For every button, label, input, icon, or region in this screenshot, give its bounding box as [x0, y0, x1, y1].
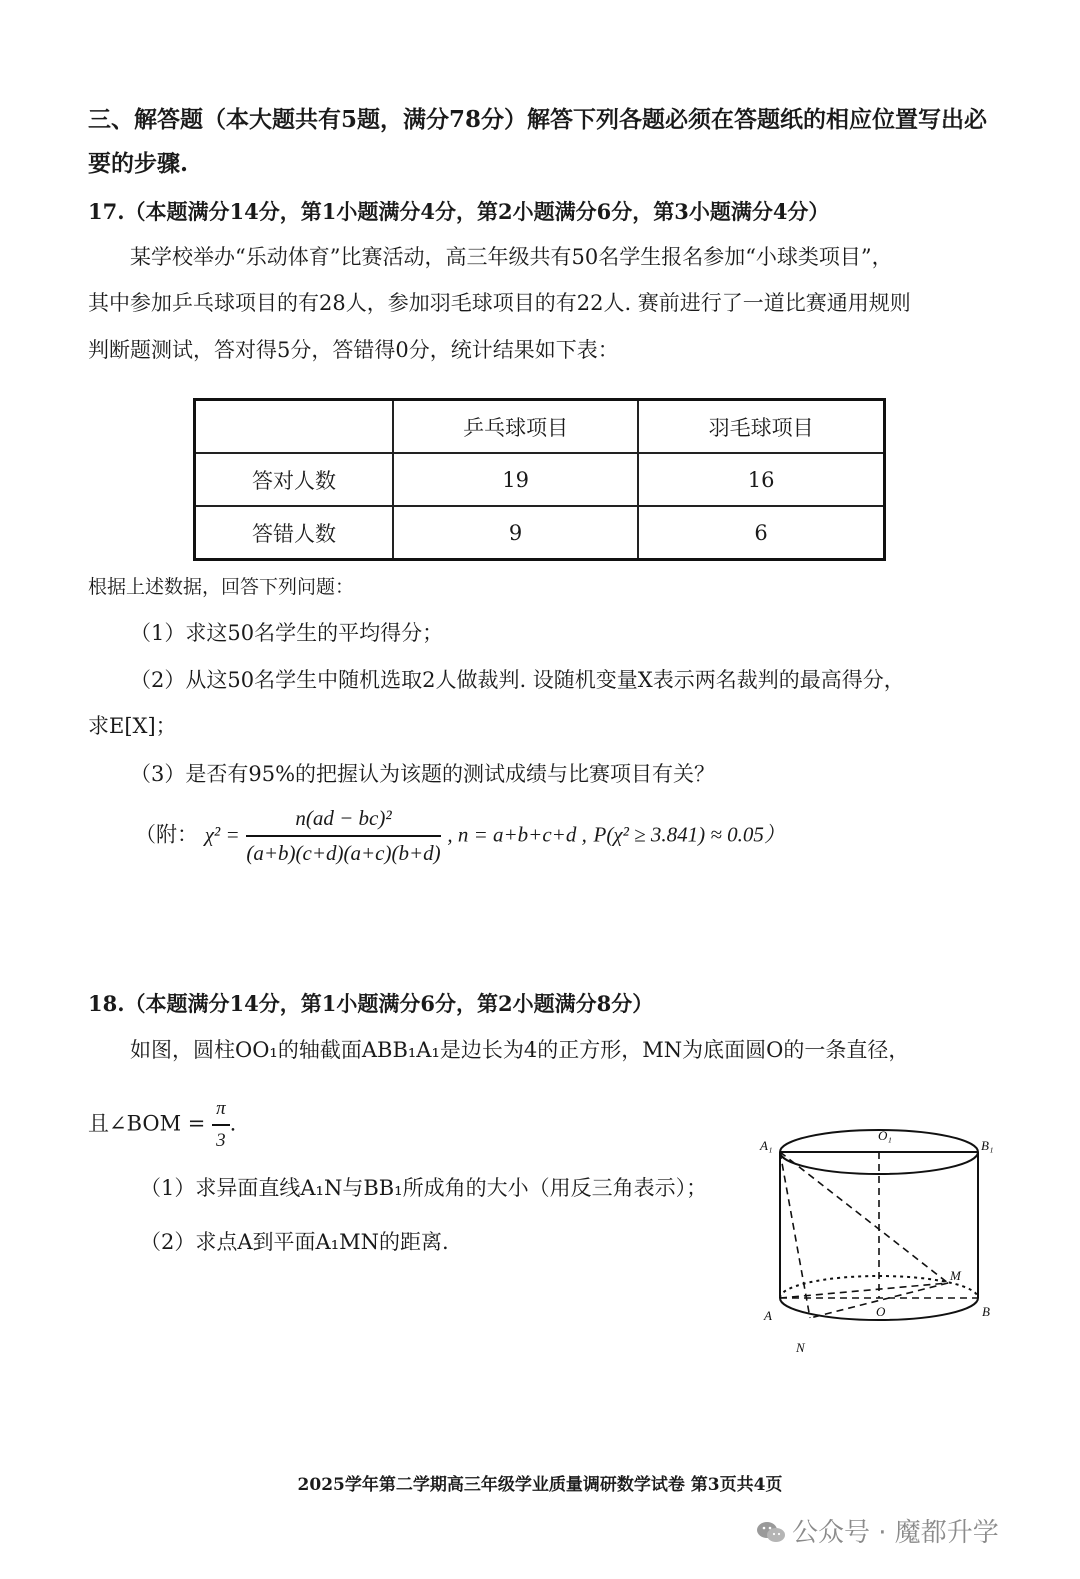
- q17-part2-line1: （2）从这50名学生中随机选取2人做裁判. 设随机变量X表示两名裁判的最高得分，: [130, 668, 905, 692]
- q18-part1: （1）求异面直线A₁N与BB₁所成角的大小（用反三角表示）；: [140, 1176, 708, 1200]
- q17-intro-line3: 判断题测试，答对得5分，答错得0分，统计结果如下表：: [88, 338, 619, 362]
- formula-prob: P(χ² ≥ 3.841) ≈ 0.05）: [593, 822, 785, 847]
- formula-numerator: n(ad − bc)²: [246, 806, 440, 837]
- segment-a-m: [780, 1283, 948, 1298]
- q17-header: 17.（本题满分14分，第1小题满分4分，第2小题满分6分，第3小题满分4分）: [88, 199, 830, 224]
- label-o: O: [876, 1304, 886, 1319]
- stats-table: [193, 398, 886, 561]
- q17-prompt: 根据上述数据，回答下列问题：: [88, 576, 355, 598]
- formula-denominator: (a+b)(c+d)(a+c)(b+d): [246, 841, 441, 865]
- table-header-badminton: 羽毛球项目: [638, 400, 884, 454]
- formula-prefix: （附：: [135, 822, 198, 847]
- q17-intro-line2: 其中参加乒乓球项目的有28人，参加羽毛球项目的有22人. 赛前进行了一道比赛通用规则: [88, 291, 911, 315]
- watermark: [756, 1512, 999, 1549]
- q18-header: 18.（本题满分14分，第1小题满分6分，第2小题满分8分）: [88, 991, 654, 1016]
- q17-intro-line1: 某学校举办“乐动体育”比赛活动，高三年级共有50名学生报名参加“小球类项目”，: [130, 245, 893, 269]
- section-title: 三、解答题（本大题共有5题，满分78分）解答下列各题必须在答题纸的相应位置写出必要的步骤.: [88, 106, 988, 177]
- table-row-label: 答错人数: [195, 506, 394, 560]
- wechat-icon: [756, 1520, 786, 1544]
- table-row-label: 答对人数: [195, 453, 394, 506]
- q17-part3: （3）是否有95%的把握认为该题的测试成绩与比赛项目有关？: [130, 762, 716, 786]
- formula-fraction: [246, 806, 440, 866]
- q18-part2: （2）求点A到平面A₁MN的距离.: [140, 1230, 449, 1254]
- q18-intro-line1: 如图，圆柱OO₁的轴截面ABB₁A₁是边长为4的正方形，MN为底面圆O的一条直径，: [130, 1038, 910, 1062]
- angle-fraction: [212, 1098, 230, 1152]
- q17-part1: （1）求这50名学生的平均得分；: [130, 621, 444, 645]
- label-a: A: [764, 1308, 772, 1323]
- chi-square-formula: [135, 806, 785, 866]
- label-b1: B₁: [981, 1138, 994, 1153]
- table-header-row: [195, 400, 885, 454]
- cylinder-figure: [750, 1120, 1000, 1360]
- table-cell: 19: [393, 453, 638, 506]
- formula-n-def: , n = a+b+c+d ,: [447, 822, 587, 847]
- label-o1: O₁: [878, 1128, 892, 1143]
- label-m: M: [950, 1268, 961, 1283]
- formula-chi2: χ² =: [204, 822, 240, 847]
- angle-frac-den: 3: [216, 1130, 226, 1151]
- table-header-pingpong: 乒乓球项目: [393, 400, 638, 454]
- segment-a1-n: [780, 1152, 810, 1318]
- table-cell: 6: [638, 506, 884, 560]
- label-a1: A₁: [760, 1138, 773, 1153]
- q17-part2-line2: 求E[X]；: [88, 714, 177, 738]
- angle-period: .: [229, 1111, 237, 1136]
- label-b: B: [982, 1304, 990, 1319]
- angle-statement: 且∠BOM =: [88, 1111, 206, 1136]
- q18-intro-line2: [88, 1098, 236, 1152]
- page-footer: 2025学年第二学期高三年级学业质量调研数学试卷 第3页共4页: [297, 1475, 783, 1495]
- angle-frac-num: π: [212, 1098, 230, 1126]
- label-n: N: [796, 1340, 805, 1355]
- table-corner-cell: [195, 400, 394, 454]
- table-row: [195, 453, 885, 506]
- watermark-text: 公众号 · 魔都升学: [792, 1518, 999, 1548]
- table-cell: 16: [638, 453, 884, 506]
- table-cell: 9: [393, 506, 638, 560]
- table-row: [195, 506, 885, 560]
